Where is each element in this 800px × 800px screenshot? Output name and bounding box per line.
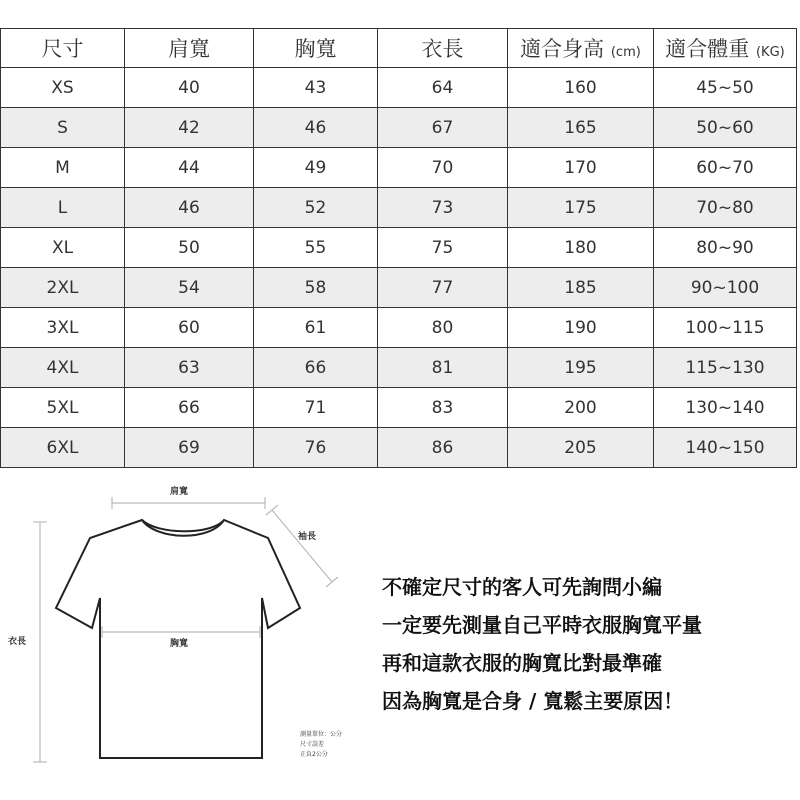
chest-width-label: 胸寬 xyxy=(170,639,189,649)
cell-weight: 90~100 xyxy=(654,268,797,308)
advice-line-3: 再和這款衣服的胸寬比對最準確 xyxy=(382,651,662,675)
header-shoulder-width: 肩寬 xyxy=(125,29,254,68)
cell-height: 160 xyxy=(508,68,654,108)
tshirt-measurement-diagram xyxy=(0,480,380,780)
cell-length: 64 xyxy=(378,68,508,108)
sleeve-length-marker xyxy=(266,505,338,587)
cell-weight: 80~90 xyxy=(654,228,797,268)
cell-height: 185 xyxy=(508,268,654,308)
cell-size: L xyxy=(1,188,125,228)
table-row xyxy=(1,148,797,188)
header-height: 適合身高 (cm) xyxy=(508,29,654,68)
cell-chest-width: 58 xyxy=(254,268,378,308)
cell-height: 205 xyxy=(508,428,654,468)
cell-size: 5XL xyxy=(1,388,125,428)
cell-height: 200 xyxy=(508,388,654,428)
cell-size: 6XL xyxy=(1,428,125,468)
chest-width-marker xyxy=(102,626,260,638)
advice-line-4: 因為胸寬是合身 / 寬鬆主要原因！ xyxy=(382,689,684,713)
sizing-advice xyxy=(382,568,792,720)
table-row xyxy=(1,68,797,108)
cell-size: XS xyxy=(1,68,125,108)
cell-weight: 140~150 xyxy=(654,428,797,468)
cell-length: 77 xyxy=(378,268,508,308)
unit-note-2: 尺寸誤差 xyxy=(300,741,325,748)
unit-note-1: 測量單位：公分 xyxy=(300,731,343,738)
cell-height: 190 xyxy=(508,308,654,348)
cell-length: 73 xyxy=(378,188,508,228)
header-size: 尺寸 xyxy=(1,29,125,68)
unit-note-3: 正負2公分 xyxy=(300,751,328,758)
cell-weight: 60~70 xyxy=(654,148,797,188)
advice-line-1: 不確定尺寸的客人可先詢問小編 xyxy=(382,575,662,599)
cell-height: 175 xyxy=(508,188,654,228)
cell-chest-width: 43 xyxy=(254,68,378,108)
cell-size: S xyxy=(1,108,125,148)
cell-size: XL xyxy=(1,228,125,268)
cell-height: 180 xyxy=(508,228,654,268)
cell-weight: 50~60 xyxy=(654,108,797,148)
cell-weight: 45~50 xyxy=(654,68,797,108)
cell-shoulder-width: 44 xyxy=(125,148,254,188)
cell-chest-width: 55 xyxy=(254,228,378,268)
cell-shoulder-width: 40 xyxy=(125,68,254,108)
cell-length: 75 xyxy=(378,228,508,268)
cell-shoulder-width: 63 xyxy=(125,348,254,388)
size-chart-table xyxy=(0,28,797,468)
cell-chest-width: 52 xyxy=(254,188,378,228)
cell-length: 80 xyxy=(378,308,508,348)
table-row xyxy=(1,268,797,308)
cell-chest-width: 46 xyxy=(254,108,378,148)
header-weight: 適合體重 (KG) xyxy=(654,29,797,68)
cell-length: 86 xyxy=(378,428,508,468)
table-header-row xyxy=(1,29,797,68)
cell-shoulder-width: 50 xyxy=(125,228,254,268)
cell-size: 3XL xyxy=(1,308,125,348)
cell-weight: 100~115 xyxy=(654,308,797,348)
cell-shoulder-width: 60 xyxy=(125,308,254,348)
length-label: 衣長 xyxy=(8,637,27,647)
cell-length: 83 xyxy=(378,388,508,428)
cell-chest-width: 76 xyxy=(254,428,378,468)
shoulder-width-label: 肩寬 xyxy=(170,487,189,497)
cell-shoulder-width: 46 xyxy=(125,188,254,228)
table-row xyxy=(1,308,797,348)
cell-chest-width: 71 xyxy=(254,388,378,428)
cell-height: 195 xyxy=(508,348,654,388)
cell-shoulder-width: 42 xyxy=(125,108,254,148)
cell-shoulder-width: 66 xyxy=(125,388,254,428)
shoulder-width-marker xyxy=(112,497,265,509)
cell-size: M xyxy=(1,148,125,188)
cell-weight: 70~80 xyxy=(654,188,797,228)
length-marker xyxy=(33,522,47,762)
cell-length: 67 xyxy=(378,108,508,148)
cell-height: 165 xyxy=(508,108,654,148)
cell-chest-width: 49 xyxy=(254,148,378,188)
table-row xyxy=(1,228,797,268)
header-chest-width: 胸寬 xyxy=(254,29,378,68)
cell-height: 170 xyxy=(508,148,654,188)
table-row xyxy=(1,348,797,388)
cell-length: 81 xyxy=(378,348,508,388)
cell-chest-width: 66 xyxy=(254,348,378,388)
cell-length: 70 xyxy=(378,148,508,188)
advice-line-2: 一定要先測量自己平時衣服胸寬平量 xyxy=(382,613,702,637)
cell-size: 4XL xyxy=(1,348,125,388)
cell-chest-width: 61 xyxy=(254,308,378,348)
cell-size: 2XL xyxy=(1,268,125,308)
sleeve-length-label: 袖長 xyxy=(298,532,317,542)
cell-weight: 115~130 xyxy=(654,348,797,388)
header-length: 衣長 xyxy=(378,29,508,68)
table-row xyxy=(1,388,797,428)
table-row xyxy=(1,188,797,228)
cell-weight: 130~140 xyxy=(654,388,797,428)
cell-shoulder-width: 69 xyxy=(125,428,254,468)
table-row xyxy=(1,108,797,148)
cell-shoulder-width: 54 xyxy=(125,268,254,308)
table-row xyxy=(1,428,797,468)
